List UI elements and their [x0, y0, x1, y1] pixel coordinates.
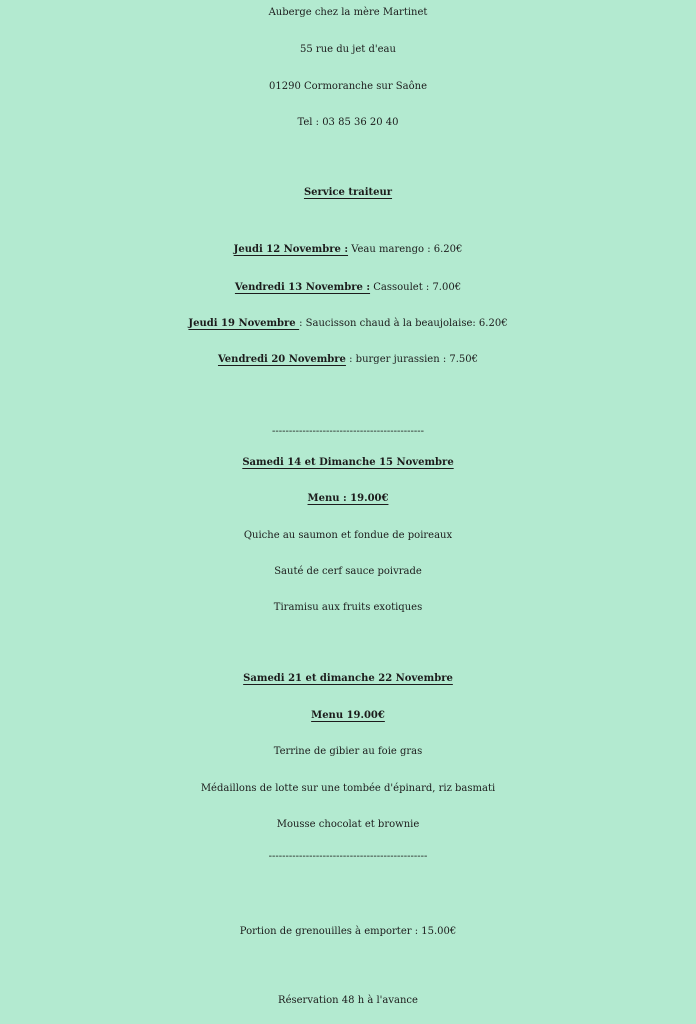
service-item-dish: Cassoulet : 7.00€	[370, 282, 462, 293]
service-title: Service traiteur	[303, 187, 393, 198]
course-dessert: Tiramisu aux fruits exotiques	[273, 602, 423, 613]
service-item-date: Jeudi 12 Novembre :	[233, 244, 349, 255]
street-address: 55 rue du jet d'eau	[300, 44, 396, 55]
course-starter: Quiche au saumon et fondue de poireaux	[243, 530, 453, 541]
weekend-title: Samedi 14 et Dimanche 15 Novembre	[242, 457, 454, 468]
city-address: 01290 Cormoranche sur Saône	[269, 81, 427, 92]
service-item-dish: : burger jurassien : 7.50€	[345, 354, 479, 365]
course-main: Sauté de cerf sauce poivrade	[274, 566, 422, 577]
service-item-1	[0, 245, 696, 255]
course-dessert: Mousse chocolat et brownie	[276, 819, 420, 830]
course-starter: Terrine de gibier au foie gras	[273, 746, 423, 757]
service-item-date: Vendredi 20 Novembre	[217, 354, 346, 365]
phone-number: Tel : 03 85 36 20 40	[297, 117, 399, 128]
weekend-title: Samedi 21 et dimanche 22 Novembre	[243, 673, 453, 684]
service-item-date: Jeudi 19 Novembre	[188, 318, 300, 329]
restaurant-name: Auberge chez la mère Martinet	[268, 7, 428, 18]
service-item-date: Vendredi 13 Novembre :	[234, 282, 371, 293]
service-item-2	[0, 283, 696, 293]
separator: -----------------------------------------------	[268, 851, 428, 862]
menu-price: Menu 19.00€	[311, 710, 385, 721]
menu-price: Menu : 19.00€	[307, 493, 389, 504]
reservation-note: Réservation 48 h à l'avance	[278, 995, 418, 1006]
course-main: Médaillons de lotte sur une tombée d'épinard, riz basmati	[200, 783, 496, 794]
service-item-dish: Veau marengo : 6.20€	[348, 244, 463, 255]
service-item-4	[0, 355, 696, 365]
separator: ---------------------------------------------	[271, 426, 425, 437]
service-item-dish: : Saucisson chaud à la beaujolaise: 6.20€	[299, 318, 508, 329]
takeaway-offer: Portion de grenouilles à emporter : 15.00€	[239, 926, 457, 937]
service-item-3	[0, 319, 696, 329]
